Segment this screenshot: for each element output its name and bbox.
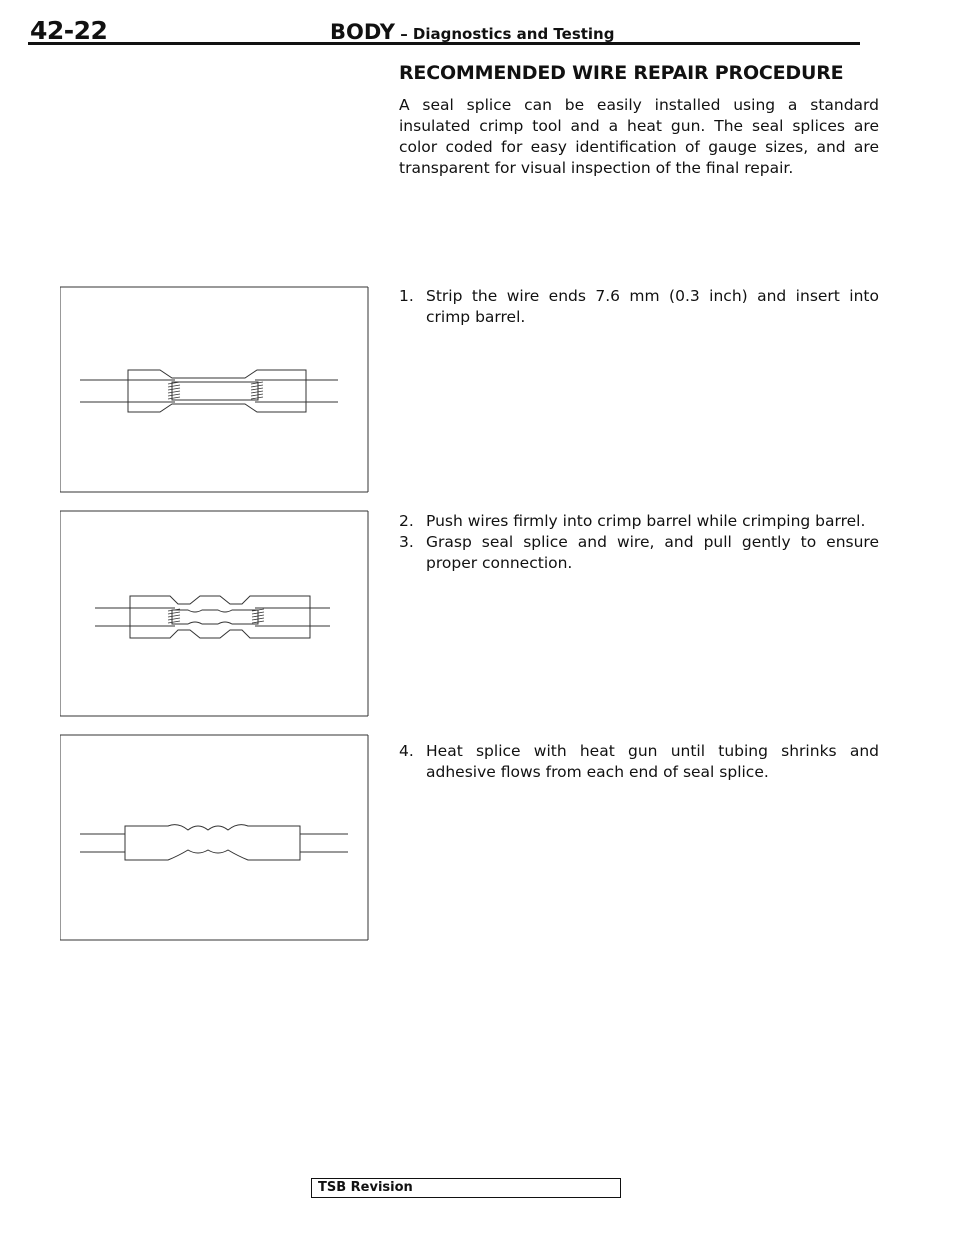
header-subtitle: Diagnostics and Testing (412, 25, 615, 43)
header-dash: – (394, 25, 413, 43)
section-title: RECOMMENDED WIRE REPAIR PROCEDURE (399, 62, 844, 84)
step-1 (399, 286, 879, 328)
figure-strip-insert (60, 286, 370, 496)
header-section: BODY (330, 20, 395, 44)
step-number: 3. (399, 533, 414, 551)
intro-paragraph: A seal splice can be easily installed using a standard insulated crimp tool and a heat gun. The seal splices are color coded for easy identification of gauge sizes, and are transparent for visual inspection of the final repair. (399, 96, 879, 177)
tsb-revision-box: TSB Revision (311, 1178, 621, 1198)
step-3 (399, 532, 879, 574)
splice-crimp-illustration (60, 510, 370, 720)
step-text: Heat splice with heat gun until tubing shrinks and adhesive flows from each end of seal splice. (426, 742, 879, 781)
step-number: 1. (399, 287, 414, 305)
step-number: 4. (399, 742, 414, 760)
page-number: 42-22 (30, 16, 108, 45)
step-number: 2. (399, 512, 414, 530)
header-rule (28, 42, 860, 45)
figure-heat-shrink (60, 734, 370, 944)
step-text: Strip the wire ends 7.6 mm (0.3 inch) and insert into crimp barrel. (426, 287, 879, 326)
splice-insert-illustration (60, 286, 370, 496)
step-text: Push wires firmly into crimp barrel while crimping barrel. (426, 512, 866, 530)
figure-crimp (60, 510, 370, 720)
step-text: Grasp seal splice and wire, and pull gently to ensure proper connection. (426, 533, 879, 572)
step-2 (399, 511, 879, 532)
header-title (330, 20, 614, 44)
splice-heat-shrink-illustration (60, 734, 370, 944)
step-4 (399, 741, 879, 783)
